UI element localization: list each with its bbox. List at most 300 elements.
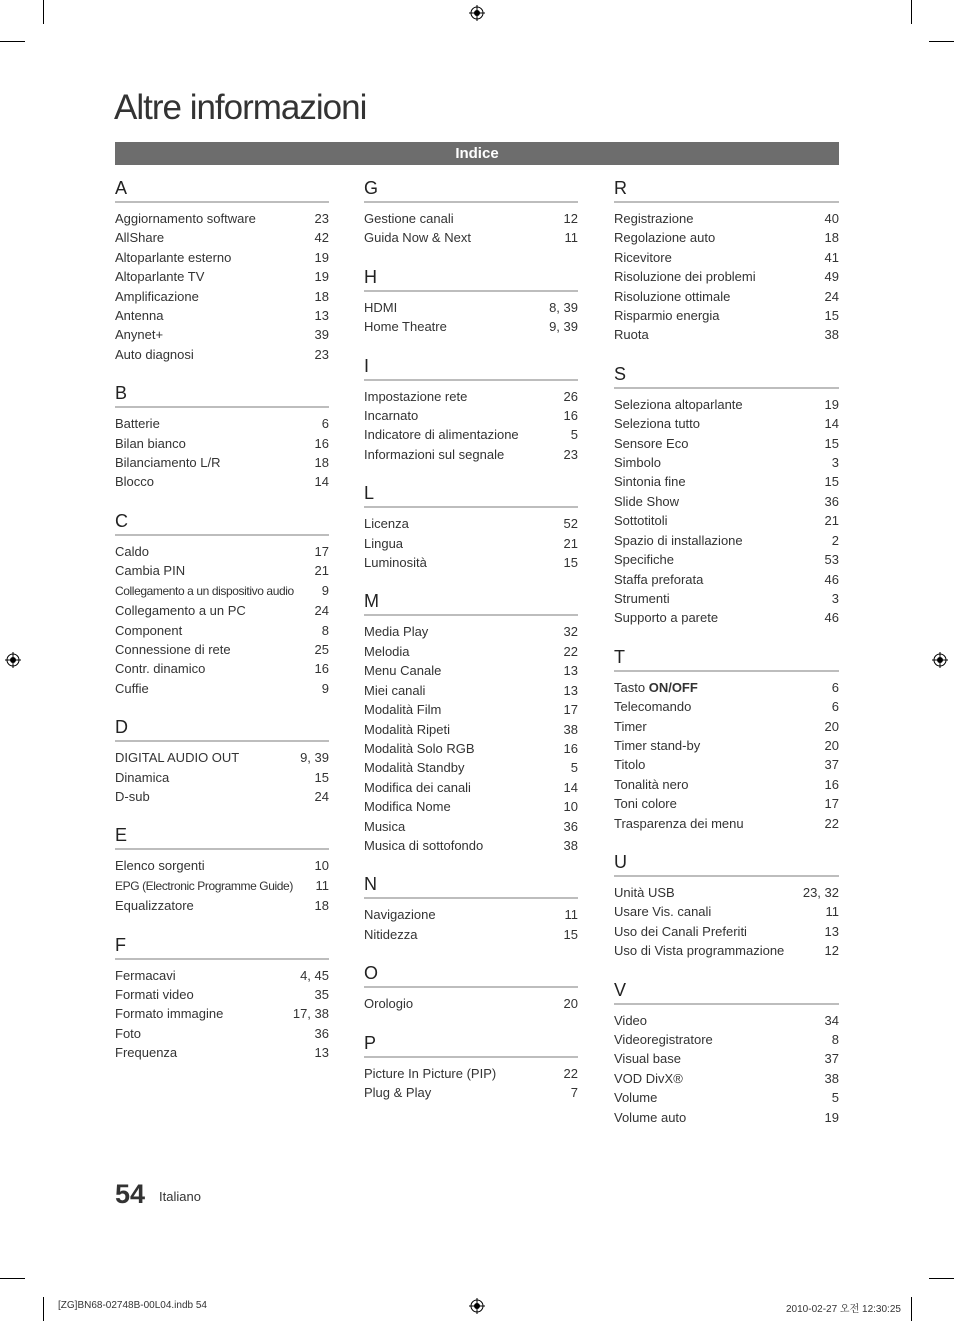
entry-term — [115, 768, 169, 787]
entry-term — [115, 601, 246, 620]
index-entry — [364, 514, 578, 533]
entry-term — [115, 966, 176, 985]
entry-page: 11 — [564, 230, 578, 246]
index-entry — [364, 406, 578, 425]
entry-term-text: Volume — [614, 1090, 658, 1106]
entry-term-text: Strumenti — [614, 590, 670, 606]
index-entry — [115, 287, 329, 306]
entry-page: 5 — [570, 427, 578, 443]
entry-term-text: DIGITAL AUDIO OUT — [115, 750, 240, 766]
section-letter: T — [614, 646, 839, 672]
entry-term — [364, 406, 418, 425]
entry-page: 17 — [824, 796, 839, 812]
index-section-e — [115, 824, 329, 915]
index-entry — [115, 472, 329, 491]
entry-term-text: Volume auto — [614, 1109, 687, 1125]
entry-term — [115, 267, 204, 286]
entry-term-text: Telecomando — [614, 699, 692, 715]
index-entry — [364, 817, 578, 836]
index-entry — [115, 1043, 329, 1062]
entry-term — [614, 794, 677, 813]
index-section-f — [115, 934, 329, 1063]
entry-term — [364, 1083, 431, 1102]
entry-page: 19 — [824, 1109, 839, 1125]
index-entry — [364, 758, 578, 777]
entry-page: 5 — [831, 1090, 839, 1106]
index-entry — [364, 622, 578, 641]
entry-term — [614, 570, 703, 589]
index-entry — [614, 678, 839, 697]
entry-term — [115, 856, 205, 875]
index-entry — [364, 387, 578, 406]
entry-term-text: Uso di Vista programmazione — [614, 943, 785, 959]
entry-term — [614, 511, 667, 530]
entry-page: 8 — [831, 1032, 839, 1047]
index-entry — [115, 1004, 329, 1023]
entry-term — [115, 209, 256, 228]
crop-mark — [929, 41, 954, 42]
index-entry — [614, 550, 839, 569]
entry-term — [364, 1064, 496, 1083]
entry-term-text: Connessione di rete — [115, 641, 231, 657]
entry-term-text: Sintonia fine — [614, 474, 686, 490]
entry-term-text: Dinamica — [115, 769, 170, 785]
entry-page: 16 — [824, 776, 839, 792]
index-entry — [614, 472, 839, 491]
index-entry — [614, 902, 839, 921]
index-entry — [364, 1083, 578, 1102]
entry-term — [614, 228, 715, 247]
index-entry — [614, 922, 839, 941]
index-section-d — [115, 716, 329, 806]
index-entry — [115, 768, 329, 787]
index-entry — [614, 570, 839, 589]
section-letter: H — [364, 266, 578, 292]
entry-term — [614, 941, 784, 960]
index-entry — [364, 209, 578, 228]
entry-term — [115, 640, 231, 659]
section-letter: N — [364, 873, 578, 899]
entry-page: 16 — [314, 661, 329, 677]
section-letter: G — [364, 177, 578, 203]
entry-term — [614, 287, 730, 306]
entry-term-text: Seleziona tutto — [614, 416, 701, 432]
entry-term-text: Visual base — [614, 1051, 681, 1067]
index-section-u — [614, 851, 839, 961]
entry-term — [115, 621, 182, 640]
index-section-g — [364, 177, 578, 248]
index-entry — [614, 1108, 839, 1127]
entry-term — [614, 902, 711, 921]
entry-term-text: Tasto — [614, 679, 646, 695]
entry-term — [614, 717, 647, 736]
entry-page: 24 — [314, 603, 329, 619]
entry-term-text: Staffa preforata — [614, 571, 704, 587]
entry-term — [115, 896, 194, 915]
entry-term-text: Risparmio energia — [614, 308, 720, 324]
index-entry — [614, 414, 839, 433]
entry-term-text: Seleziona altoparlante — [614, 396, 743, 412]
file-info: [ZG]BN68-02748B-00L04.indb 54 — [58, 1300, 207, 1311]
entry-page: 14 — [824, 416, 839, 432]
entry-term-text: D-sub — [115, 788, 150, 804]
index-entry — [614, 434, 839, 453]
entry-term-text: HDMI — [364, 299, 398, 315]
index-section-n — [364, 873, 578, 944]
entry-page: 11 — [825, 904, 839, 920]
registration-mark-icon — [469, 5, 485, 21]
entry-page: 23, 32 — [802, 884, 839, 900]
entry-term — [364, 817, 405, 836]
index-entry — [614, 453, 839, 472]
entry-term-text: Usare Vis. canali — [614, 904, 712, 920]
entry-term-text: Plug & Play — [364, 1084, 432, 1100]
entry-term — [364, 797, 451, 816]
entry-term-text: Bilan bianco — [115, 435, 186, 451]
entry-page: 18 — [314, 455, 329, 471]
section-letter: O — [364, 962, 578, 988]
index-entry — [115, 345, 329, 364]
index-entry — [614, 794, 839, 813]
entry-page: 25 — [314, 641, 329, 657]
entry-page: 15 — [824, 435, 839, 451]
entry-page: 15 — [314, 769, 329, 785]
entry-term — [115, 325, 163, 344]
entry-page: 38 — [563, 721, 578, 737]
index-entry — [364, 797, 578, 816]
entry-page: 9, 39 — [300, 750, 329, 766]
entry-page: 32 — [563, 624, 578, 640]
entry-term-text: Video — [614, 1012, 648, 1028]
entry-page: 40 — [824, 211, 839, 226]
entry-page: 36 — [563, 818, 578, 834]
entry-page: 21 — [563, 535, 578, 551]
entry-term — [364, 317, 447, 336]
index-entry — [115, 248, 329, 267]
entry-term-text: Elenco sorgenti — [115, 858, 205, 874]
entry-page: 46 — [824, 571, 839, 587]
entry-term-text: Component — [115, 622, 183, 638]
entry-page: 2 — [831, 532, 839, 548]
entry-page: 42 — [314, 230, 329, 246]
entry-term-text: Regolazione auto — [614, 230, 716, 246]
index-entry — [614, 209, 839, 228]
entry-term — [614, 883, 675, 902]
crop-mark — [911, 0, 912, 24]
index-entry — [364, 905, 578, 924]
entry-term — [115, 1004, 223, 1023]
entry-term-text: Supporto a parete — [614, 610, 719, 626]
entry-page: 15 — [563, 555, 578, 571]
entry-term-text: Frequenza — [115, 1045, 178, 1061]
entry-page: 4, 45 — [300, 967, 329, 983]
entry-term-text: Modalità Film — [364, 702, 442, 718]
entry-page: 14 — [314, 474, 329, 490]
index-entry — [115, 966, 329, 985]
index-entry — [364, 534, 578, 553]
index-entry — [115, 748, 329, 767]
entry-page: 24 — [314, 788, 329, 804]
entry-term — [115, 345, 194, 364]
entry-page: 49 — [824, 269, 839, 285]
entry-page: 37 — [824, 757, 839, 773]
entry-term-text: Incarnato — [364, 408, 419, 424]
entry-page: 19 — [824, 396, 839, 412]
entry-term — [115, 472, 154, 491]
index-entry — [115, 325, 329, 344]
entry-term — [115, 248, 231, 267]
entry-page: 35 — [314, 986, 329, 1002]
index-entry — [115, 856, 329, 875]
section-letter: U — [614, 851, 839, 877]
index-section-v — [614, 979, 839, 1127]
entry-page: 15 — [824, 474, 839, 490]
entry-term-text: Miei canali — [364, 682, 426, 698]
crop-mark — [43, 0, 44, 24]
entry-page: 21 — [824, 513, 839, 529]
entry-term-text: Nitidezza — [364, 926, 418, 942]
index-entry — [614, 589, 839, 608]
entry-term-text: Modalità Standby — [364, 760, 465, 776]
entry-term — [364, 700, 441, 719]
entry-term-text: Musica di sottofondo — [364, 837, 484, 853]
entry-term-text: Home Theatre — [364, 319, 447, 335]
page-number: 54 — [115, 1179, 146, 1209]
index-entry — [364, 739, 578, 758]
entry-term-text: Menu Canale — [364, 663, 442, 679]
index-entry — [364, 661, 578, 680]
entry-term-text: Media Play — [364, 624, 429, 640]
entry-page: 13 — [314, 1045, 329, 1061]
entry-term — [614, 414, 700, 433]
index-entry — [614, 883, 839, 902]
index-entry — [364, 836, 578, 855]
entry-term-text: Videoregistratore — [614, 1032, 713, 1047]
entry-page: 22 — [563, 1065, 578, 1081]
entry-page: 15 — [563, 926, 578, 942]
entry-term — [364, 228, 471, 247]
entry-term — [364, 534, 403, 553]
entry-page: 18 — [314, 288, 329, 304]
entry-term — [614, 325, 649, 344]
entry-term-text: Anynet+ — [115, 327, 164, 343]
entry-term-text: Registrazione — [614, 211, 694, 226]
entry-term — [614, 589, 670, 608]
entry-term — [115, 306, 163, 325]
entry-page: 8, 39 — [549, 299, 578, 315]
entry-page: 23 — [563, 446, 578, 462]
entry-page: 53 — [824, 552, 839, 568]
entry-term-text: Picture In Picture (PIP) — [364, 1065, 497, 1081]
entry-term-text: Amplificazione — [115, 288, 199, 304]
entry-term-text: Foto — [115, 1025, 142, 1041]
index-entry — [115, 267, 329, 286]
entry-page: 10 — [563, 799, 578, 815]
index-entry — [115, 659, 329, 678]
entry-term-text: Cambia PIN — [115, 563, 186, 579]
entry-page: 11 — [315, 877, 329, 893]
page-language: Italiano — [159, 1189, 201, 1204]
index-entry — [115, 306, 329, 325]
index-entry — [115, 542, 329, 561]
entry-term — [614, 453, 661, 472]
entry-term-text: Spazio di installazione — [614, 532, 743, 548]
entry-term — [614, 736, 700, 755]
entry-term — [614, 531, 743, 550]
entry-term-text: Equalizzatore — [115, 898, 194, 914]
entry-term — [115, 787, 150, 806]
index-entry — [614, 1030, 839, 1049]
entry-page: 9, 39 — [549, 319, 578, 335]
index-entry — [614, 1011, 839, 1030]
entry-term — [614, 248, 672, 267]
entry-page: 6 — [831, 699, 839, 715]
entry-term-text: Formato immagine — [115, 1006, 224, 1022]
entry-term — [115, 1024, 141, 1043]
index-entry — [614, 1049, 839, 1068]
entry-term-text: Toni colore — [614, 796, 677, 812]
entry-term — [115, 414, 160, 433]
index-entry — [364, 228, 578, 247]
entry-term — [614, 814, 744, 833]
index-entry — [115, 581, 329, 601]
entry-term-text: Timer stand-by — [614, 737, 701, 753]
index-entry — [614, 1069, 839, 1088]
index-entry — [364, 778, 578, 797]
entry-term-text: Melodia — [364, 643, 410, 659]
section-letter: F — [115, 934, 329, 960]
index-entry — [614, 492, 839, 511]
entry-term-text: Bilanciamento L/R — [115, 455, 221, 471]
entry-page: 16 — [563, 740, 578, 756]
section-letter: S — [614, 363, 839, 389]
index-title-bar: Indice — [115, 142, 839, 165]
entry-term-text: Risoluzione ottimale — [614, 288, 731, 304]
entry-term-text: Sensore Eco — [614, 435, 689, 451]
index-entry — [115, 434, 329, 453]
index-entry — [614, 941, 839, 960]
entry-term-text: Guida Now & Next — [364, 230, 471, 246]
entry-term — [614, 1049, 681, 1068]
entry-page: 23 — [314, 211, 329, 226]
index-entry — [614, 511, 839, 530]
entry-term — [364, 425, 519, 444]
entry-term-text: Impostazione rete — [364, 388, 468, 404]
entry-term-text: Gestione canali — [364, 211, 454, 226]
index-column-3 — [614, 177, 839, 1145]
entry-term — [364, 681, 425, 700]
entry-term — [614, 209, 694, 228]
entry-term-text: Contr. dinamico — [115, 661, 206, 677]
index-entry — [614, 531, 839, 550]
index-entry — [115, 787, 329, 806]
index-entry — [614, 287, 839, 306]
entry-term — [614, 395, 743, 414]
index-section-t — [614, 646, 839, 833]
entry-term-text: Formati video — [115, 986, 194, 1002]
entry-page: 38 — [563, 837, 578, 853]
registration-mark-icon — [469, 1298, 485, 1314]
entry-page: 20 — [824, 718, 839, 734]
crop-mark — [43, 1297, 44, 1321]
entry-term — [115, 1043, 177, 1062]
entry-page: 18 — [824, 230, 839, 246]
entry-term — [614, 434, 688, 453]
entry-term-text: Batterie — [115, 416, 160, 432]
entry-term-text: Luminosità — [364, 555, 427, 571]
entry-page: 7 — [570, 1084, 578, 1100]
crop-mark — [911, 1297, 912, 1321]
section-letter: M — [364, 590, 578, 616]
entry-page: 3 — [831, 455, 839, 471]
entry-term — [614, 697, 691, 716]
entry-term-text: Modalità Ripeti — [364, 721, 450, 737]
entry-term-text: Slide Show — [614, 493, 680, 509]
entry-term-text: Uso dei Canali Preferiti — [614, 923, 747, 939]
section-letter: I — [364, 355, 578, 381]
section-letter: P — [364, 1032, 578, 1058]
entry-term-text: Orologio — [364, 996, 414, 1012]
entry-term-text: Fermacavi — [115, 967, 176, 983]
index-column-2 — [364, 177, 578, 1120]
entry-term — [364, 739, 475, 758]
entry-term-text: Modifica Nome — [364, 799, 451, 815]
section-letter: B — [115, 382, 329, 408]
entry-term-text: Trasparenza dei menu — [614, 815, 744, 831]
entry-page: 22 — [563, 643, 578, 659]
index-entry — [364, 317, 578, 336]
entry-page: 17 — [314, 543, 329, 559]
entry-term-text: Specifiche — [614, 552, 674, 568]
index-entry — [614, 1088, 839, 1107]
index-entry — [364, 298, 578, 317]
section-letter: R — [614, 177, 839, 203]
entry-page: 13 — [563, 663, 578, 679]
index-section-s — [614, 363, 839, 628]
entry-term — [364, 387, 467, 406]
index-section-m — [364, 590, 578, 855]
entry-page: 12 — [563, 211, 578, 226]
entry-page: 16 — [314, 435, 329, 451]
entry-term — [115, 561, 185, 580]
entry-term-text: Ricevitore — [614, 249, 672, 265]
crop-mark — [0, 41, 25, 42]
entry-term-text: Licenza — [364, 516, 409, 532]
entry-term — [115, 434, 186, 453]
entry-term — [364, 758, 464, 777]
entry-page: 14 — [563, 779, 578, 795]
entry-term — [614, 1011, 647, 1030]
entry-term — [364, 778, 471, 797]
entry-term — [364, 553, 427, 572]
entry-term — [614, 1108, 686, 1127]
entry-term-text: Modifica dei canali — [364, 779, 471, 795]
entry-term — [614, 1069, 683, 1088]
index-entry — [115, 601, 329, 620]
entry-term-text: Collegamento a un PC — [115, 603, 246, 619]
index-entry — [364, 425, 578, 444]
entry-page: 19 — [314, 269, 329, 285]
index-section-p — [364, 1032, 578, 1103]
entry-term — [614, 492, 679, 511]
index-entry — [614, 325, 839, 344]
entry-page: 13 — [314, 308, 329, 324]
index-entry — [614, 306, 839, 325]
entry-term-text: Caldo — [115, 543, 149, 559]
entry-term — [115, 228, 164, 247]
entry-term-text: Altoparlante TV — [115, 269, 205, 285]
entry-term — [364, 642, 410, 661]
